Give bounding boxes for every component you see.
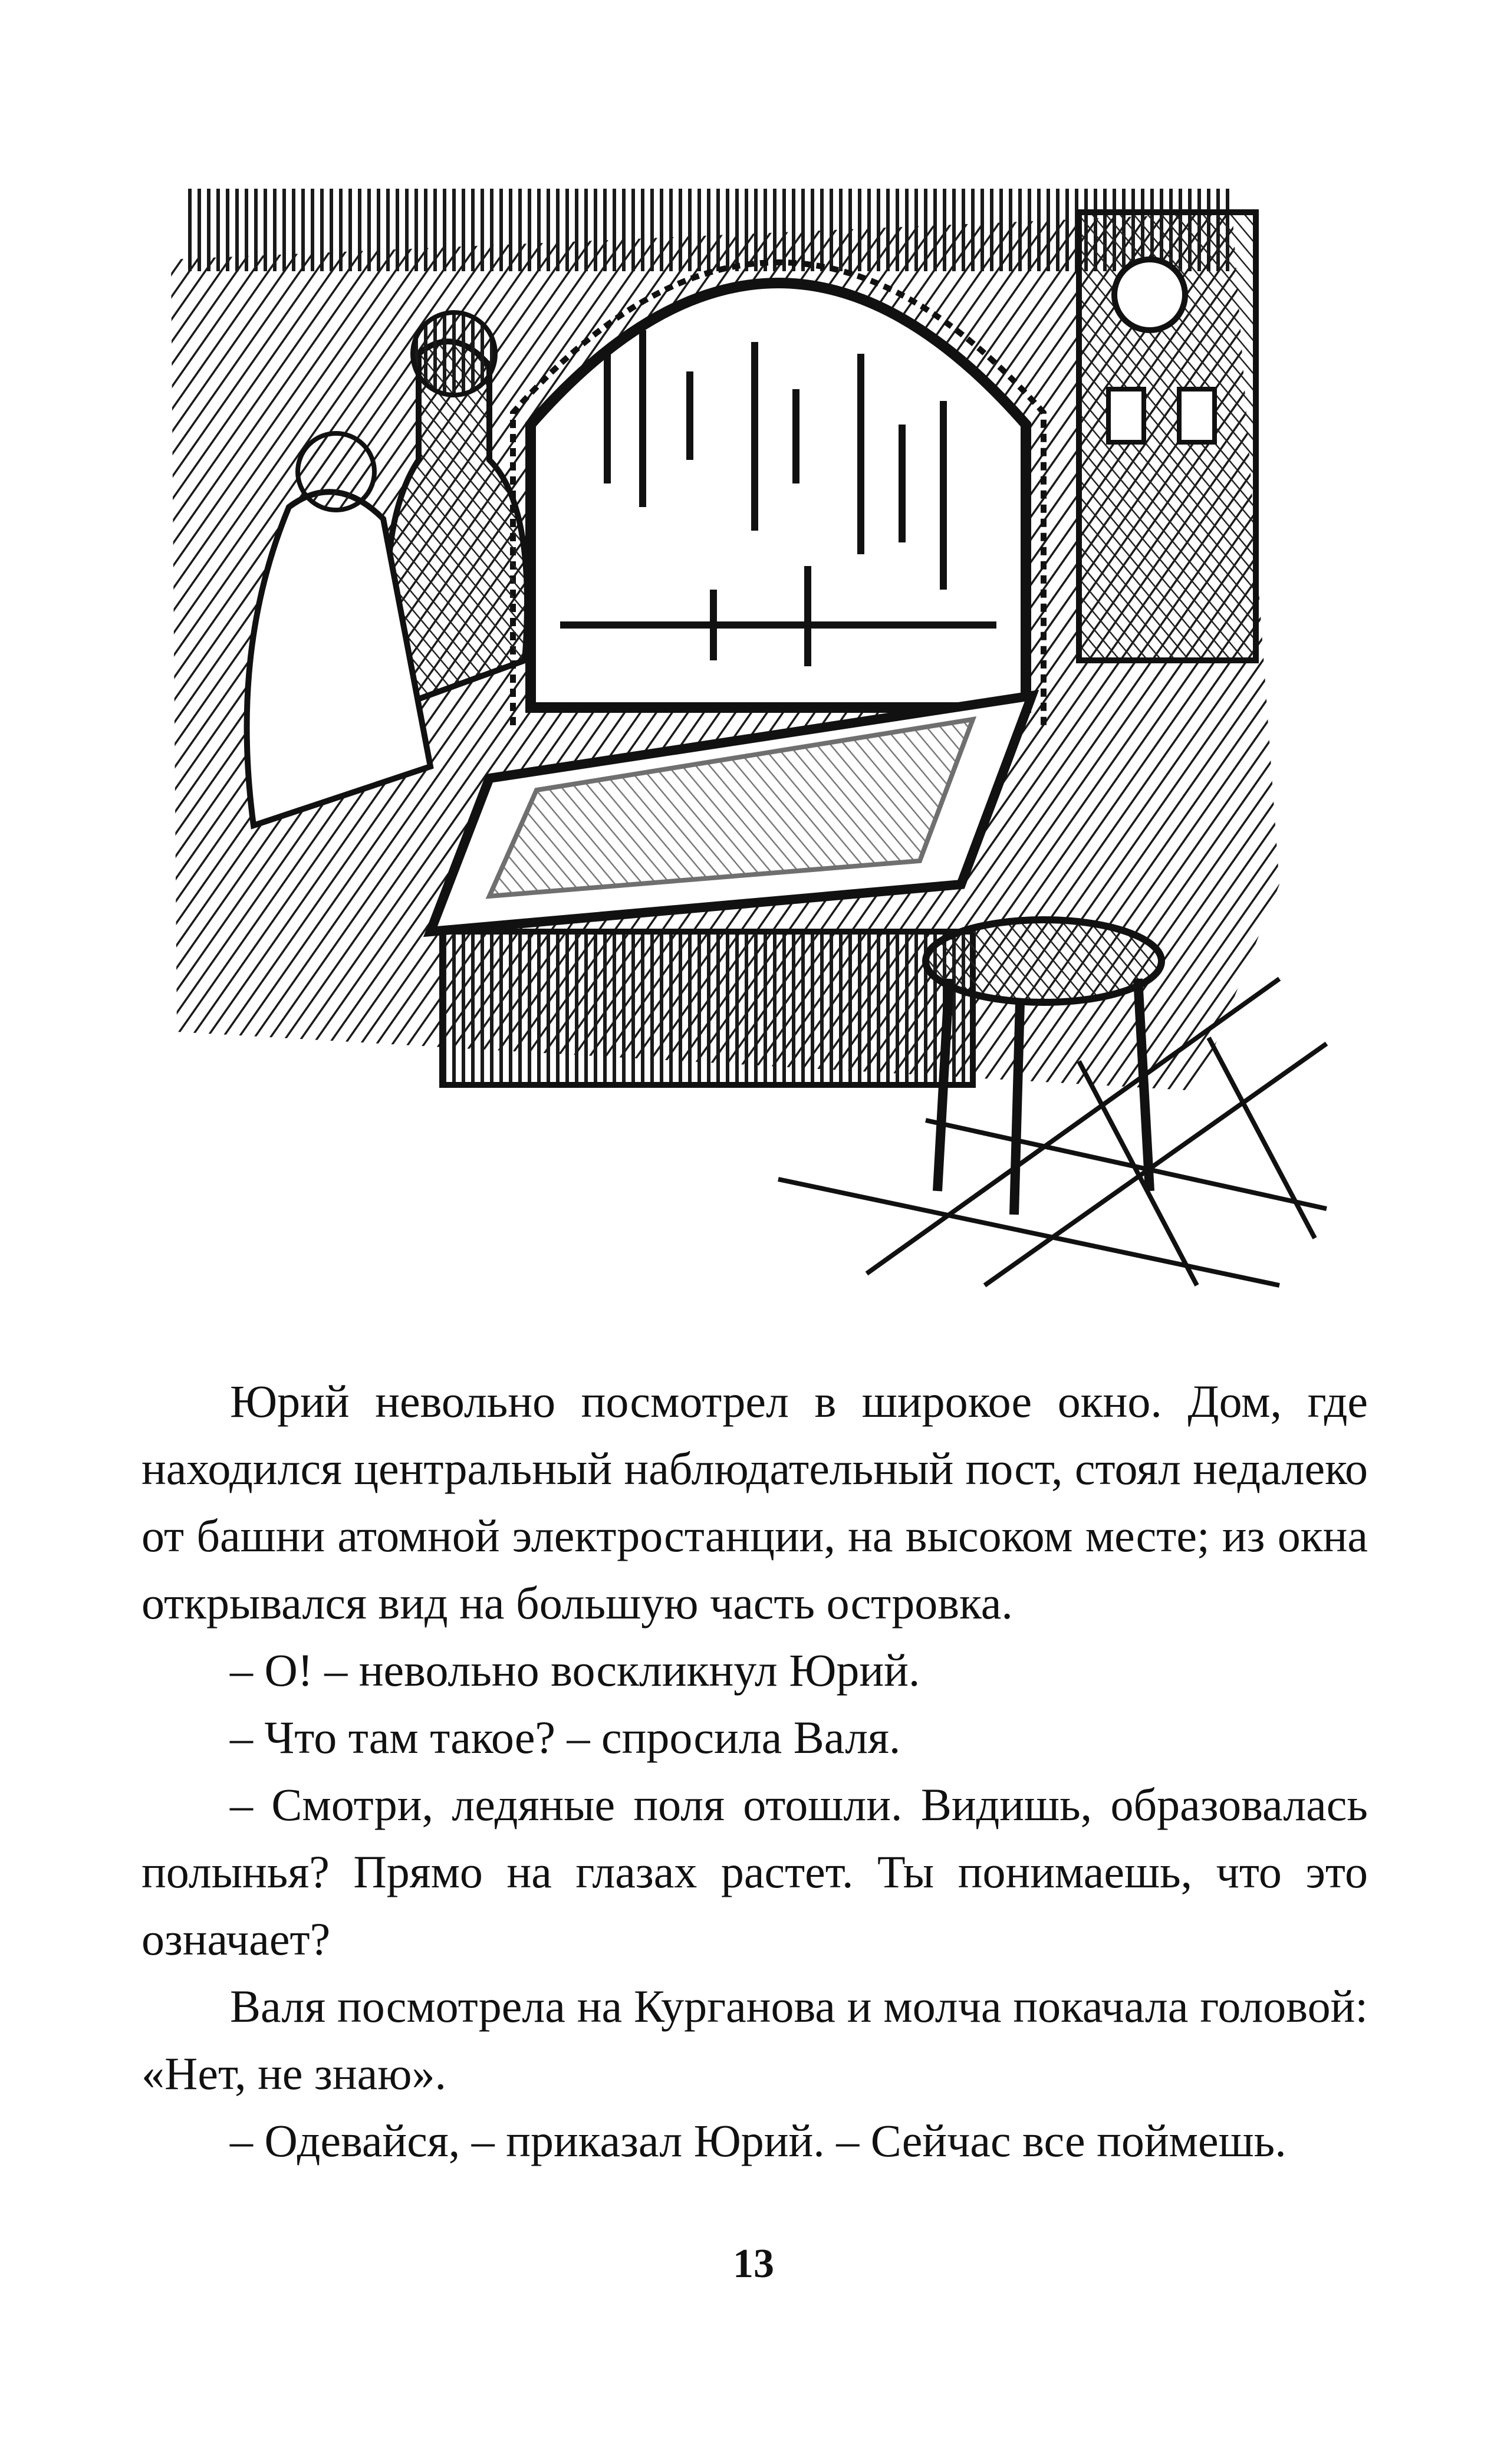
page-number: 13 — [733, 2241, 774, 2287]
paragraph: Валя посмотрела на Курганова и молча покачала головой: «Нет, не знаю». — [142, 1981, 1368, 2099]
paragraph: – О! – невольно воскликнул Юрий. — [230, 1644, 920, 1696]
top-hatching — [183, 189, 1232, 271]
paragraph: Юрий невольно посмотрел в широкое окно. Дом, где находился центральный наблюдательный пост, стоял недалеко от башни атомной электростанции, на высоком месте; из окна открывался вид на большую часть островка. — [142, 1376, 1368, 1629]
paragraph: – Одевайся, – приказал Юрий. – Сейчас все поймешь. — [230, 2115, 1286, 2166]
paragraph: – Что там такое? – спросила Валя. — [230, 1712, 901, 1763]
body-text — [142, 1368, 1368, 2174]
figure-man-head — [413, 312, 495, 395]
chair-seat — [926, 920, 1161, 1002]
illustration-svg — [159, 177, 1350, 1297]
arched-window — [531, 283, 1026, 708]
engraving-illustration — [159, 177, 1350, 1297]
figure-woman-head — [298, 433, 374, 510]
gauge — [1114, 259, 1185, 330]
table-base — [442, 932, 973, 1085]
paragraph: – Смотри, ледяные поля отошли. Видишь, образовалась полынья? Прямо на глазах растет. Ты понимаешь, что это означает? — [142, 1779, 1368, 1965]
